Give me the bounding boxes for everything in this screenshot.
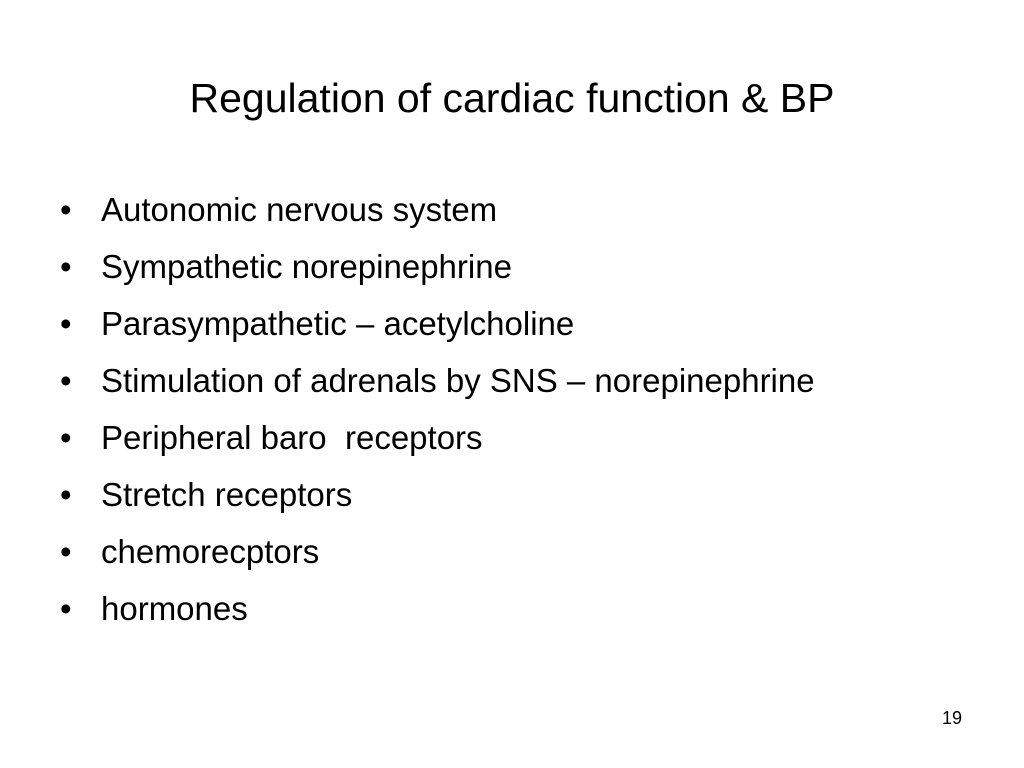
bullet-icon: • (60, 191, 72, 228)
bullet-item-chemoreceptors (58, 529, 918, 575)
bullet-icon: • (60, 248, 72, 285)
bullet-text: hormones (101, 590, 248, 627)
bullet-icon: • (60, 419, 72, 456)
bullet-item-hormones (58, 586, 918, 632)
bullet-icon: • (60, 362, 72, 399)
slide-number: 19 (941, 708, 962, 728)
bullet-text: Parasympathetic – acetylcholine (101, 305, 575, 342)
bullet-text: Peripheral baro receptors (101, 419, 483, 456)
slide-title: Regulation of cardiac function & BP (189, 75, 835, 121)
bullet-item-adrenals (58, 358, 918, 404)
bullet-text: Autonomic nervous system (101, 191, 498, 228)
bullet-icon: • (60, 476, 72, 513)
bullet-item-parasympathetic (58, 301, 918, 347)
bullet-item-baroreceptors (58, 415, 918, 461)
bullet-item-sympathetic (58, 244, 918, 290)
bullet-text: chemorecptors (101, 533, 320, 570)
bullet-icon: • (60, 533, 72, 570)
bullet-item-stretch-receptors (58, 472, 918, 518)
bullet-icon: • (60, 305, 72, 342)
bullet-text: Stretch receptors (101, 476, 353, 513)
bullet-icon: • (60, 590, 72, 627)
bullet-item-autonomic (58, 187, 918, 233)
bullet-text: Stimulation of adrenals by SNS – norepinephrine (101, 362, 815, 399)
bullet-text: Sympathetic norepinephrine (101, 248, 512, 285)
bullet-list (58, 187, 918, 643)
